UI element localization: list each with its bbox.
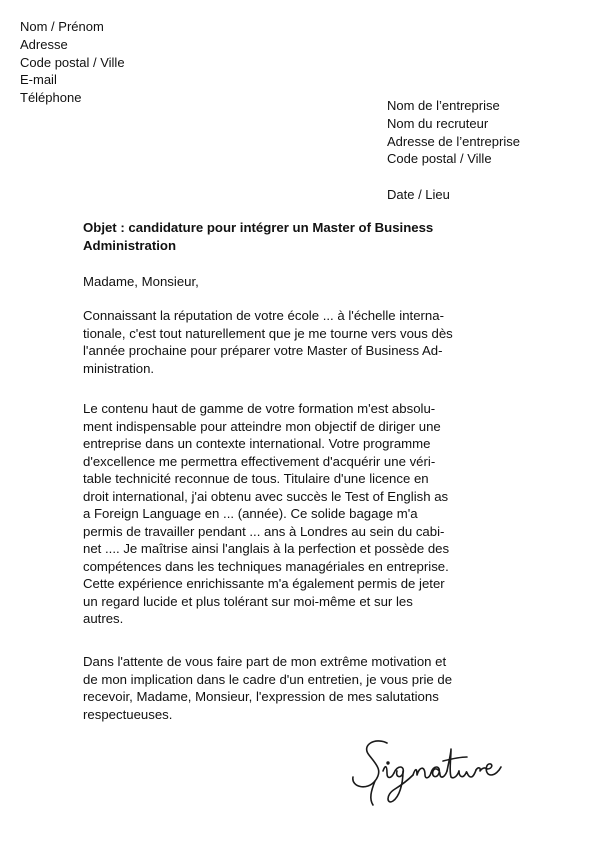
sender-address: Adresse <box>20 36 68 52</box>
text-line: respectueuses. <box>83 706 173 722</box>
text-line: Connaissant la réputation de votre école ... à l'échelle interna- <box>83 308 444 323</box>
recipient-address-block <box>387 97 520 168</box>
text-line: Le contenu haut de gamme de votre formation m'est absolu- <box>83 401 436 416</box>
letter-subject <box>83 219 513 254</box>
text-line: tionale, c'est tout naturellement que je me tourne vers vous dès <box>83 325 453 341</box>
text-line: autres. <box>83 611 124 626</box>
text-line: de mon implication dans le cadre d'un entretien, je vous prie de <box>83 671 453 687</box>
salutation: Madame, Monsieur, <box>83 274 199 289</box>
handwritten-signature-icon <box>347 735 507 815</box>
recipient-postal-city: Code postal / Ville <box>387 151 492 167</box>
sender-phone: Téléphone <box>20 90 82 106</box>
sender-email: E-mail <box>20 72 57 88</box>
subject-line: Administration <box>83 237 177 253</box>
text-line: a Foreign Language en ... (année). Ce solide bagage m'a <box>83 506 418 521</box>
text-line: droit international, j'ai obtenu avec succès le Test of English as <box>83 488 449 504</box>
subject-line: Objet : candidature pour intégrer un Master of Business <box>83 220 434 235</box>
text-line: l'année prochaine pour préparer votre Master of Business Ad- <box>83 343 443 358</box>
text-line: Dans l'attente de vous faire part de mon extrême motivation et <box>83 654 447 669</box>
sender-address-block <box>20 18 125 107</box>
text-line: permis de travailler pendant ... ans à Londres au sein du cabi- <box>83 523 445 539</box>
paragraph-intro <box>83 307 513 377</box>
recipient-recruiter: Nom du recruteur <box>387 115 489 131</box>
date-place: Date / Lieu <box>387 187 450 202</box>
text-line: un regard lucide et plus tolérant sur moi-même et sur les <box>83 593 413 609</box>
text-line: ministration. <box>83 360 155 376</box>
recipient-company: Nom de l’entreprise <box>387 98 500 113</box>
text-line: entreprise dans un contexte international. Votre programme <box>83 436 431 451</box>
text-line: recevoir, Madame, Monsieur, l'expression de mes salutations <box>83 689 439 704</box>
text-line: d'excellence me permettra effectivement d'acquérir une véri- <box>83 453 436 469</box>
text-line: ment indispensable pour atteindre mon objectif de diriger une <box>83 418 441 434</box>
text-line: net .... Je maîtrise ainsi l'anglais à la perfection et possède des <box>83 541 450 556</box>
text-line: Cette expérience enrichissante m'a également permis de jeter <box>83 576 445 591</box>
paragraph-body <box>83 400 513 628</box>
paragraph-closing <box>83 653 513 723</box>
text-line: table technicité reconnue de tous. Titulaire d'une licence en <box>83 471 429 486</box>
recipient-address: Adresse de l’entreprise <box>387 133 520 149</box>
text-line: compétences dans les techniques managériales en entreprise. <box>83 558 449 574</box>
sender-name: Nom / Prénom <box>20 19 104 34</box>
sender-postal-city: Code postal / Ville <box>20 54 125 70</box>
signature-drawing <box>347 735 507 815</box>
